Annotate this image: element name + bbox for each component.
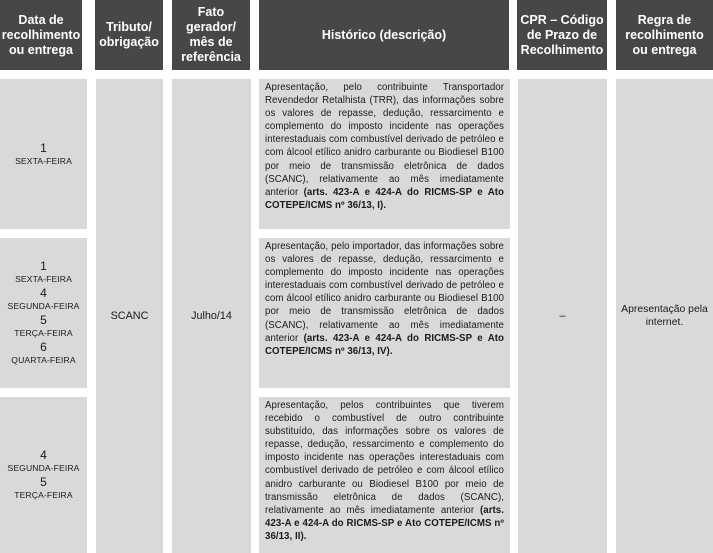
historico-cell-row-2 [259,238,510,388]
date-weekday: SEXTA-FEIRA [15,155,72,166]
regra-cell [616,79,713,553]
historico-text: Apresentação, pelos contribuintes que tiverem recebido o combustível de outro contribuinte substituído, das informações sobre os valores de repasse, dedução, ressarcimento e complemento do imposto incidente nas operações interestaduais com combustível derivado de petróleo e com álcool etílico anidro carburante ou Biodiesel B100 por meio de transmissão eletrônica de dados (SCANC), relativamente ao mês imediatamente anterior [265,400,504,516]
header-fato-label: Fato gerador/ mês de referência [181,5,241,64]
date-number: 4 [40,286,47,300]
date-weekday: TERÇA-FEIRA [14,490,73,500]
historico-cell-row-3 [259,397,510,553]
header-cpr-label: CPR – Código de Prazo de Recolhimento [520,12,604,57]
regra-value: Apresentação pela internet. [621,304,708,328]
header-cpr [517,0,607,70]
tributo-cell [96,79,163,553]
date-number: 6 [40,340,47,354]
date-cell-row-1 [0,79,87,229]
date-list [8,259,80,367]
header-tributo-label: Tributo/ obrigação [99,20,159,49]
date-cell-row-2 [0,238,87,388]
date-weekday: SEGUNDA-FEIRA [7,301,80,311]
header-regra-label: Regra de recolhimento ou entrega [625,12,704,57]
date-list [8,448,80,502]
date-cell-row-3 [0,397,87,553]
date-number: 5 [40,313,47,327]
header-regra [616,0,713,70]
date-list [15,141,72,168]
header-fato-gerador [172,0,250,70]
date-weekday: SEXTA-FEIRA [15,274,72,284]
date-weekday: SEGUNDA-FEIRA [7,463,80,473]
header-data-recolhimento [0,0,82,70]
date-number: 5 [40,475,47,489]
header-tributo [95,0,163,70]
header-data-label: Data de recolhimento ou entrega [1,12,81,57]
date-number: 1 [40,259,47,273]
tributo-value: SCANC [110,310,149,322]
date-weekday: QUARTA-FEIRA [11,355,76,365]
historico-cell-row-1 [259,79,510,229]
cpr-cell [518,79,607,553]
historico-text: Apresentação, pelo contribuinte Transportador Revendedor Retalhista (TRR), das informações sobre os valores de repasse, dedução, ressarcimento e complemento do imposto incidente nas operações interestaduais com combustível derivado de petróleo e com álcool etílico anidro carburante ou Biodiesel B100 por meio de transmissão eletrônica de dados (SCANC), relativamente ao mês imediatamente anterior [265,82,504,198]
historico-legal-reference: (arts. 423-A e 424-A do RICMS-SP e Ato COTEPE/ICMS nº 36/13, II). [265,504,504,542]
date-weekday: TERÇA-FEIRA [14,328,73,338]
date-number: 1 [40,140,47,155]
header-historico [259,0,509,70]
historico-legal-reference: (arts. 423-A e 424-A do RICMS-SP e Ato COTEPE/ICMS nº 36/13, I). [265,186,504,211]
historico-text: Apresentação, pelo importador, das informações sobre os valores de repasse, dedução, ressarcimento e complemento do imposto incidente nas operações interestaduais com combustível derivado de petróleo e com álcool etílico anidro carburante ou Biodiesel B100 por meio de transmissão eletrônica de dados (SCANC), relativamente ao mês imediatamente anterior [265,241,504,344]
date-number: 4 [40,448,47,462]
header-historico-label: Histórico (descrição) [321,27,447,42]
cpr-value: – [559,310,566,322]
fato-gerador-cell [172,79,251,553]
historico-legal-reference: (arts. 423-A e 424-A do RICMS-SP e Ato COTEPE/ICMS nº 36/13, IV). [265,332,504,357]
fato-gerador-value: Julho/14 [191,310,232,322]
